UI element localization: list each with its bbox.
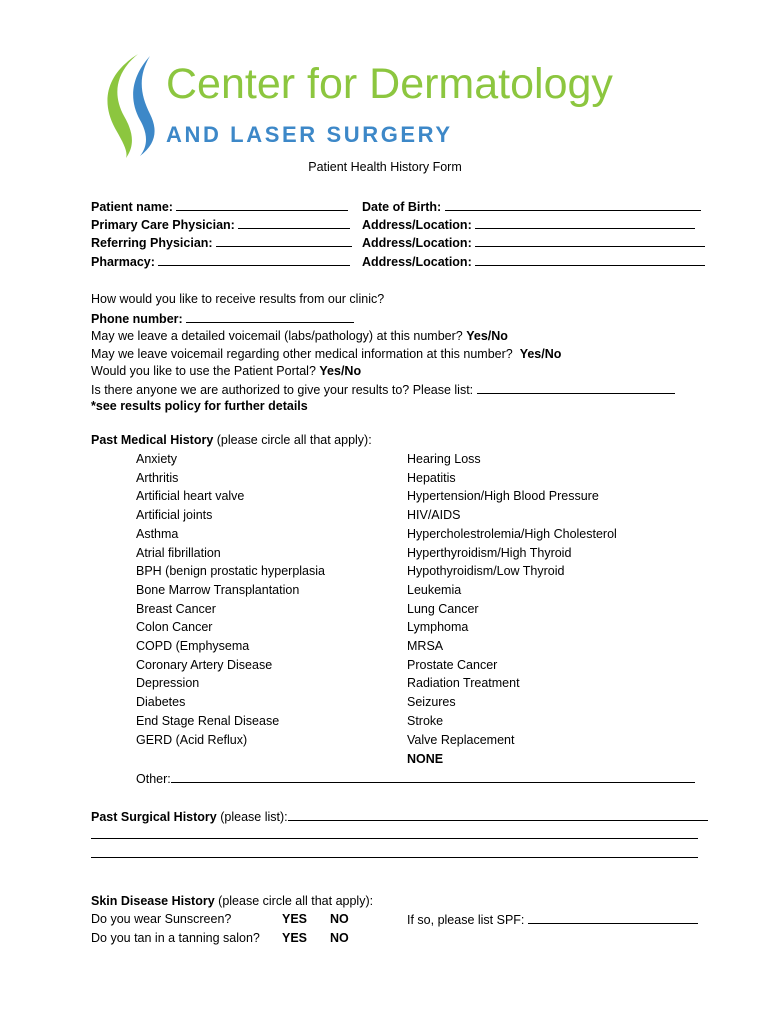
medical-condition-option[interactable]: MRSA	[407, 639, 444, 653]
clinic-logo	[98, 48, 618, 160]
results-question: How would you like to receive results from our clinic?	[91, 292, 385, 306]
medical-condition-option[interactable]: Hearing Loss	[407, 452, 481, 466]
medical-condition-option[interactable]: Artificial joints	[136, 508, 213, 523]
patient-portal-question: Would you like to use the Patient Portal?	[91, 364, 316, 378]
past-medical-instruction: (please circle all that apply):	[216, 433, 372, 447]
tanning-question: Do you tan in a tanning salon?	[91, 931, 260, 945]
medical-condition-option[interactable]: Arthritis	[136, 470, 179, 485]
referring-physician-row	[91, 235, 352, 251]
policy-note: *see results policy for further details	[91, 399, 308, 413]
past-medical-heading: Past Medical History	[91, 433, 214, 447]
authorized-question: Is there anyone we are authorized to give your results to? Please list:	[91, 383, 474, 397]
voicemail-labs-answer[interactable]: Yes/No	[466, 329, 508, 343]
none-option[interactable]: NONE	[407, 752, 444, 766]
medical-condition-option[interactable]: Radiation Treatment	[407, 676, 520, 691]
address-field-3[interactable]	[475, 254, 705, 266]
tanning-no[interactable]: NO	[330, 931, 349, 945]
past-medical-heading-row	[91, 433, 372, 448]
pharmacy-label: Pharmacy:	[91, 255, 155, 269]
address-row-2	[362, 235, 705, 251]
past-surgical-row	[91, 809, 708, 825]
address-field-2[interactable]	[475, 235, 705, 247]
medical-condition-option[interactable]: Artificial heart valve	[136, 489, 245, 504]
medical-condition-option[interactable]: Anxiety	[136, 452, 177, 466]
medical-condition-option[interactable]: Leukemia	[407, 582, 462, 597]
voicemail-other-row	[91, 347, 561, 362]
skin-disease-heading-row	[91, 894, 373, 909]
logo-title: Center for Dermatology	[166, 60, 613, 108]
patient-portal-answer[interactable]: Yes/No	[319, 364, 362, 378]
phone-label: Phone number:	[91, 312, 183, 326]
pharmacy-field[interactable]	[158, 254, 350, 266]
medical-condition-option[interactable]: Depression	[136, 676, 200, 691]
form-title: Patient Health History Form	[308, 160, 462, 174]
medical-condition-option[interactable]: Colon Cancer	[136, 620, 213, 635]
medical-condition-option[interactable]: BPH (benign prostatic hyperplasia	[136, 564, 325, 579]
medical-condition-option[interactable]: Lymphoma	[407, 620, 469, 635]
medical-condition-option[interactable]: Hypothyroidism/Low Thyroid	[407, 564, 565, 579]
skin-disease-heading: Skin Disease History	[91, 894, 215, 908]
address-row-1	[362, 217, 695, 233]
phone-field[interactable]	[186, 311, 354, 323]
sunscreen-question: Do you wear Sunscreen?	[91, 912, 232, 926]
past-surgical-field-1[interactable]	[288, 809, 708, 821]
address-label-1: Address/Location:	[362, 218, 472, 232]
pharmacy-row	[91, 254, 350, 270]
referring-physician-field[interactable]	[216, 235, 352, 247]
dob-field[interactable]	[445, 199, 701, 211]
medical-condition-option[interactable]: Hyperthyroidism/High Thyroid	[407, 545, 572, 560]
medical-condition-option[interactable]: Atrial fibrillation	[136, 545, 221, 560]
medical-condition-option[interactable]: Coronary Artery Disease	[136, 657, 273, 672]
past-surgical-field-3[interactable]	[91, 857, 698, 858]
logo-swoosh-icon	[98, 52, 160, 158]
other-label: Other:	[136, 772, 171, 786]
dob-label: Date of Birth:	[362, 200, 442, 214]
medical-condition-option[interactable]: Breast Cancer	[136, 601, 216, 616]
patient-name-label: Patient name:	[91, 200, 173, 214]
medical-condition-option[interactable]: End Stage Renal Disease	[136, 713, 280, 728]
spf-label: If so, please list SPF:	[407, 913, 525, 927]
address-row-3	[362, 254, 705, 270]
medical-condition-option[interactable]: COPD (Emphysema	[136, 639, 250, 653]
address-label-3: Address/Location:	[362, 255, 472, 269]
tanning-yes[interactable]: YES	[282, 931, 308, 945]
authorized-row	[91, 382, 675, 398]
medical-condition-option[interactable]: Prostate Cancer	[407, 657, 498, 672]
medical-condition-option[interactable]: Lung Cancer	[407, 601, 479, 616]
medical-condition-option[interactable]: Seizures	[407, 695, 456, 710]
phone-row	[91, 311, 354, 327]
skin-disease-instruction: (please circle all that apply):	[218, 894, 374, 908]
patient-name-field[interactable]	[176, 199, 348, 211]
past-surgical-heading: Past Surgical History	[91, 810, 217, 824]
voicemail-other-question: May we leave voicemail regarding other medical information at this number?	[91, 347, 513, 361]
other-field[interactable]	[171, 771, 695, 783]
address-field-1[interactable]	[475, 217, 695, 229]
medical-condition-option[interactable]: Hypertension/High Blood Pressure	[407, 489, 599, 504]
medical-condition-option[interactable]: Hypercholestrolemia/High Cholesterol	[407, 526, 617, 541]
other-row	[136, 771, 695, 787]
logo-subtitle: AND LASER SURGERY	[166, 122, 453, 147]
primary-care-field[interactable]	[238, 217, 350, 229]
medical-condition-option[interactable]: Valve Replacement	[407, 732, 515, 747]
sunscreen-no[interactable]: NO	[330, 912, 349, 926]
medical-condition-option[interactable]: HIV/AIDS	[407, 508, 461, 523]
referring-physician-label: Referring Physician:	[91, 236, 213, 250]
authorized-field[interactable]	[477, 382, 675, 394]
patient-name-row	[91, 199, 348, 215]
past-surgical-instruction: (please list):	[220, 810, 288, 824]
patient-portal-row	[91, 364, 361, 379]
sunscreen-yes[interactable]: YES	[282, 912, 308, 926]
medical-condition-option[interactable]: Stroke	[407, 713, 444, 728]
voicemail-labs-row	[91, 329, 508, 344]
medical-condition-option[interactable]: Hepatitis	[407, 470, 456, 485]
spf-row	[407, 912, 698, 928]
address-label-2: Address/Location:	[362, 236, 472, 250]
medical-condition-option[interactable]: Diabetes	[136, 695, 186, 710]
past-surgical-field-2[interactable]	[91, 838, 698, 839]
voicemail-other-answer[interactable]: Yes/No	[519, 347, 562, 361]
primary-care-label: Primary Care Physician:	[91, 218, 235, 232]
voicemail-labs-question: May we leave a detailed voicemail (labs/pathology) at this number?	[91, 329, 463, 343]
dob-row	[362, 199, 701, 215]
medical-condition-option[interactable]: GERD (Acid Reflux)	[136, 732, 248, 747]
medical-condition-option[interactable]: Bone Marrow Transplantation	[136, 582, 300, 597]
medical-condition-option[interactable]: Asthma	[136, 526, 179, 541]
spf-field[interactable]	[528, 912, 698, 924]
primary-care-row	[91, 217, 350, 233]
